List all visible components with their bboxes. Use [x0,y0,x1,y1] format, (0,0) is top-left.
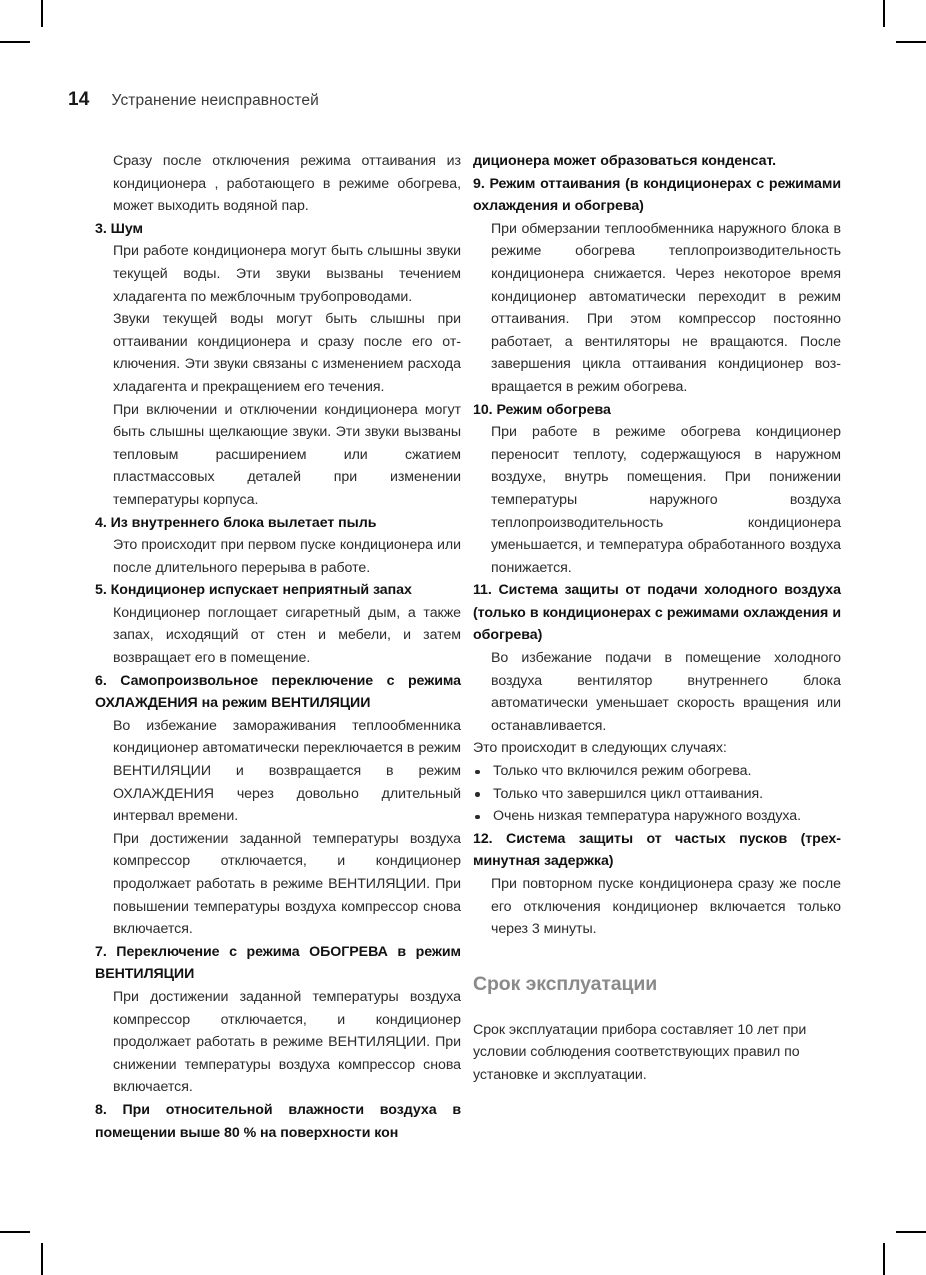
body-paragraph: При работе в режиме обогрева кондиционер переносит теплоту, содержащуюся в наружном воздухе, внутрь помещения. При понижении температуры наружного воздуха теплопроизводительность кондиционера уменьшается, и температура обработанного воздуха понижается. [491,424,841,576]
body-paragraph: Кондиционер поглощает сигаретный дым, а также запах, исходящий от стен и мебели, и затем возвращает его в помещение. [113,604,461,667]
crop-mark-top-left-vertical [41,0,43,27]
page-number: 14 [68,89,90,110]
body-paragraph: Звуки текущей воды могут быть слышны при оттаивании кондиционера и сразу после его отключения. Эти звуки связаны с изменением расхода хладагента и прекращением его течения. [113,311,461,395]
list-item-label: Очень низкая температура наружного воздуха. [493,808,802,825]
vertical-spacer [473,941,841,971]
running-head [68,89,319,111]
bullet-dot-icon [475,770,480,775]
bullet-list [473,760,841,828]
body-paragraph: При обмерзании теплообменника наружного блока в режиме обогрева теплопроизводительность кондиционера снижается. Через некоторое время кондиционер автоматически переходит в режим оттаивания. При этом компрессор постоянно работает, а вентиляторы не вращаются. После завершения цикла оттаивания кондиционер возвращается в режим обогрева. [491,220,841,395]
column-left [95,150,461,1144]
body-paragraph: Это происходит при первом пуске кондиционера или после длительного перерыва в работе. [113,537,461,576]
crop-mark-bottom-left-horizontal [0,1231,30,1233]
section-heading: Срок эксплуатации [473,972,658,995]
subsection-heading: 6. Самопроизвольное переключение с режима ОХЛАЖДЕНИЯ на режим ВЕНТИЛЯЦИИ [95,672,461,712]
list-item-label: Только что завершился цикл оттаивания. [493,785,764,802]
body-paragraph: Во избежание подачи в помещение холодного воздуха вентилятор внутреннего блока автоматически уменьшает скорость вращения или останавливается. [491,650,841,734]
crop-mark-bottom-right-vertical [883,1243,885,1275]
body-paragraph: При достижении заданной температуры воздуха компрессор отключается, и кондиционер продолжает работать в режиме ВЕНТИЛЯЦИИ. При снижении температуры воздуха компрессор снова включается. [113,988,461,1096]
list-item [473,805,841,828]
crop-mark-top-right-horizontal [896,41,926,43]
subsection-heading: 8. При относительной влажности воздуха в помещении выше 80 % на поверхности кон [95,1101,461,1141]
chapter-title: Устранение неисправностей [111,92,319,109]
body-paragraph: При работе кондиционера могут быть слышны звуки текущей воды. Эти звуки вызваны течением хладагента по межблочным трубопроводами. [113,243,461,305]
subsection-heading: 5. Кондиционер испускает неприятный запах [95,582,412,599]
list-item [473,760,841,783]
column-right [473,150,841,1144]
list-item-label: Только что включился режим обогрева. [493,763,752,780]
subsection-heading: 9. Режим оттаивания (в кондиционерах с режимами охлаждения и обогрева) [473,175,841,215]
bullet-dot-icon [475,792,480,797]
body-paragraph: Сразу после отключения режима оттаивания из кондиционера , работающего в режиме обогрева, может выходить водяной пар. [113,153,461,215]
subsection-heading: 11. Система защиты от подачи холодного воздуха (только в кондиционерах с режимами охлаждения и обогрева) [473,582,841,644]
body-paragraph: Срок эксплуатации прибора составляет 10 лет при условии соблюдения соответствующих правил по установке и эксплуатации. [473,1021,807,1083]
vertical-spacer [473,997,841,1019]
list-item [473,783,841,806]
crop-mark-top-right-vertical [883,0,885,27]
crop-mark-top-left-horizontal [0,41,30,43]
crop-mark-bottom-left-vertical [41,1243,43,1275]
crop-mark-bottom-right-horizontal [896,1231,926,1233]
body-paragraph: Это происходит в следующих случаях: [473,740,727,757]
body-paragraph: Во избежание замораживания теплообменника кондиционер автоматически переключается в режим ВЕНТИЛЯЦИИ и возвращается в режим ОХЛАЖДЕНИЯ через довольно длительный интервал времени. [113,717,461,825]
subsection-heading: 12. Система защиты от частых пусков (трехминутная задержка) [473,830,841,870]
subsection-heading: 7. Переключение с режима ОБОГРЕВА в режим ВЕНТИЛЯЦИИ [95,943,461,983]
subsection-heading: 10. Режим обогрева [473,401,611,418]
subsection-heading: 4. Из внутреннего блока вылетает пыль [95,514,377,531]
text-columns [0,150,926,1144]
body-paragraph: При повторном пуске кондиционера сразу же после его отключения кондиционер включается только через 3 минуты. [491,876,841,938]
body-paragraph: При достижении заданной температуры воздуха компрессор отключается, и кондиционер продолжает работать в режиме ВЕНТИЛЯЦИИ. При повышении температуры воздуха компрессор снова включается. [113,830,461,938]
subsection-heading: диционера может образоваться конденсат. [473,153,777,169]
bullet-dot-icon [475,815,480,820]
body-paragraph: При включении и отключении кондиционера могут быть слышны щелкающие звуки. Эти звуки вызваны тепловым расширением или сжатием пластмассовых деталей при изменении температуры корпуса. [113,401,461,508]
subsection-heading: 3. Шум [95,220,143,237]
